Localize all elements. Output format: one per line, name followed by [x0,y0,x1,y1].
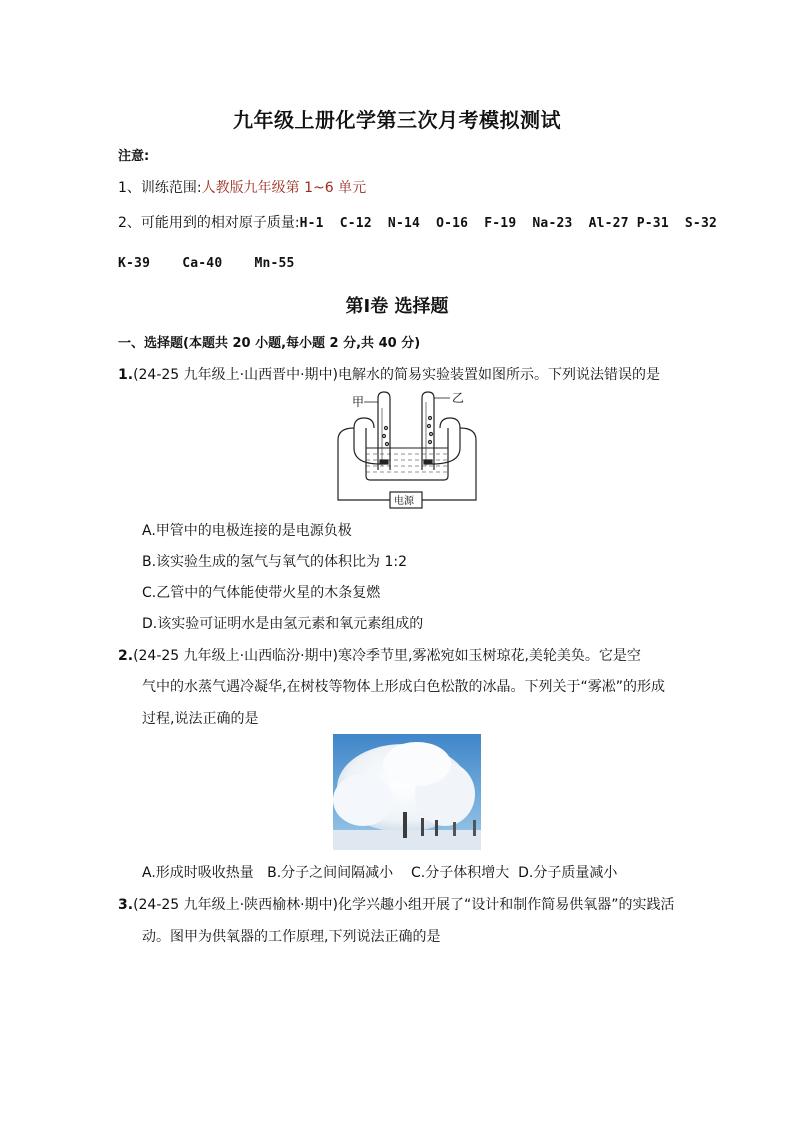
question-2-source: (24-25 九年级上·山西临汾·期中) [133,648,339,664]
question-1-number: 1. [118,367,134,383]
question-2-options: A.形成时吸收热量 B.分子之间间隔减小 C.分子体积增大 D.分子质量减小 [142,865,618,881]
section-title: 第Ⅰ卷 选择题 [345,296,449,317]
question-3-source: (24-25 九年级上·陕西榆林·期中) [133,897,339,913]
question-3-number: 3. [118,897,134,913]
question-1-option-b: B.该实验生成的氢气与氧气的体积比为 1:2 [142,554,408,570]
question-1-option-c: C.乙管中的气体能使带火星的木条复燃 [142,585,381,601]
atomic-masses-continued: K-39 Ca-40 Mn-55 [118,256,295,271]
question-1-option-a: A.甲管中的电极连接的是电源负极 [142,523,352,539]
rime-tree-photo [333,734,481,850]
question-1-option-d: D.该实验可证明水是由氢元素和氧元素组成的 [142,616,424,632]
training-scope: 人教版九年级第 1~6 单元 [201,180,367,196]
tube-label-left: 甲 [352,395,365,409]
question-2-stem-line-2: 气中的水蒸气遇冷凝华,在树枝等物体上形成白色松散的冰晶。下列关于“雾凇”的形成 [142,679,665,695]
tube-label-right: 乙 [452,391,465,405]
question-1-source: (24-25 九年级上·山西晋中·期中) [133,367,339,383]
question-1-stem [118,364,660,384]
question-2-number: 2. [118,648,134,664]
power-supply-label: 电源 [394,496,414,507]
notes-label: 注意: [118,149,150,164]
note-item-2-prefix: 2、可能用到的相对原子质量: [118,215,300,231]
question-2-stem-line-1 [118,645,641,665]
note-item-1 [118,177,366,197]
page-title: 九年级上册化学第三次月考模拟测试 [233,108,561,132]
question-1-text: 电解水的简易实验装置如图所示。下列说法错误的是 [338,367,661,383]
question-2-text-1: 寒冷季节里,雾凇宛如玉树琼花,美轮美奂。它是空 [338,648,641,664]
part-label: 一、选择题(本题共 20 小题,每小题 2 分,共 40 分) [118,336,421,351]
electrolysis-apparatus-figure [334,388,480,510]
note-item-1-prefix: 1、训练范围: [118,180,202,196]
note-item-2 [118,212,717,232]
question-2-stem-line-3: 过程,说法正确的是 [142,711,259,727]
question-3-stem-line-1 [118,894,675,914]
electrolysis-diagram [334,388,480,510]
question-3-stem-line-2: 动。图甲为供氧器的工作原理,下列说法正确的是 [142,929,441,945]
rime-tree-image [333,734,481,850]
question-3-text-1: 化学兴趣小组开展了“设计和制作简易供氧器”的实践活 [338,897,675,913]
atomic-masses: H-1 C-12 N-14 O-16 F-19 Na-23 Al-27 P-31 S-32 [299,216,718,231]
